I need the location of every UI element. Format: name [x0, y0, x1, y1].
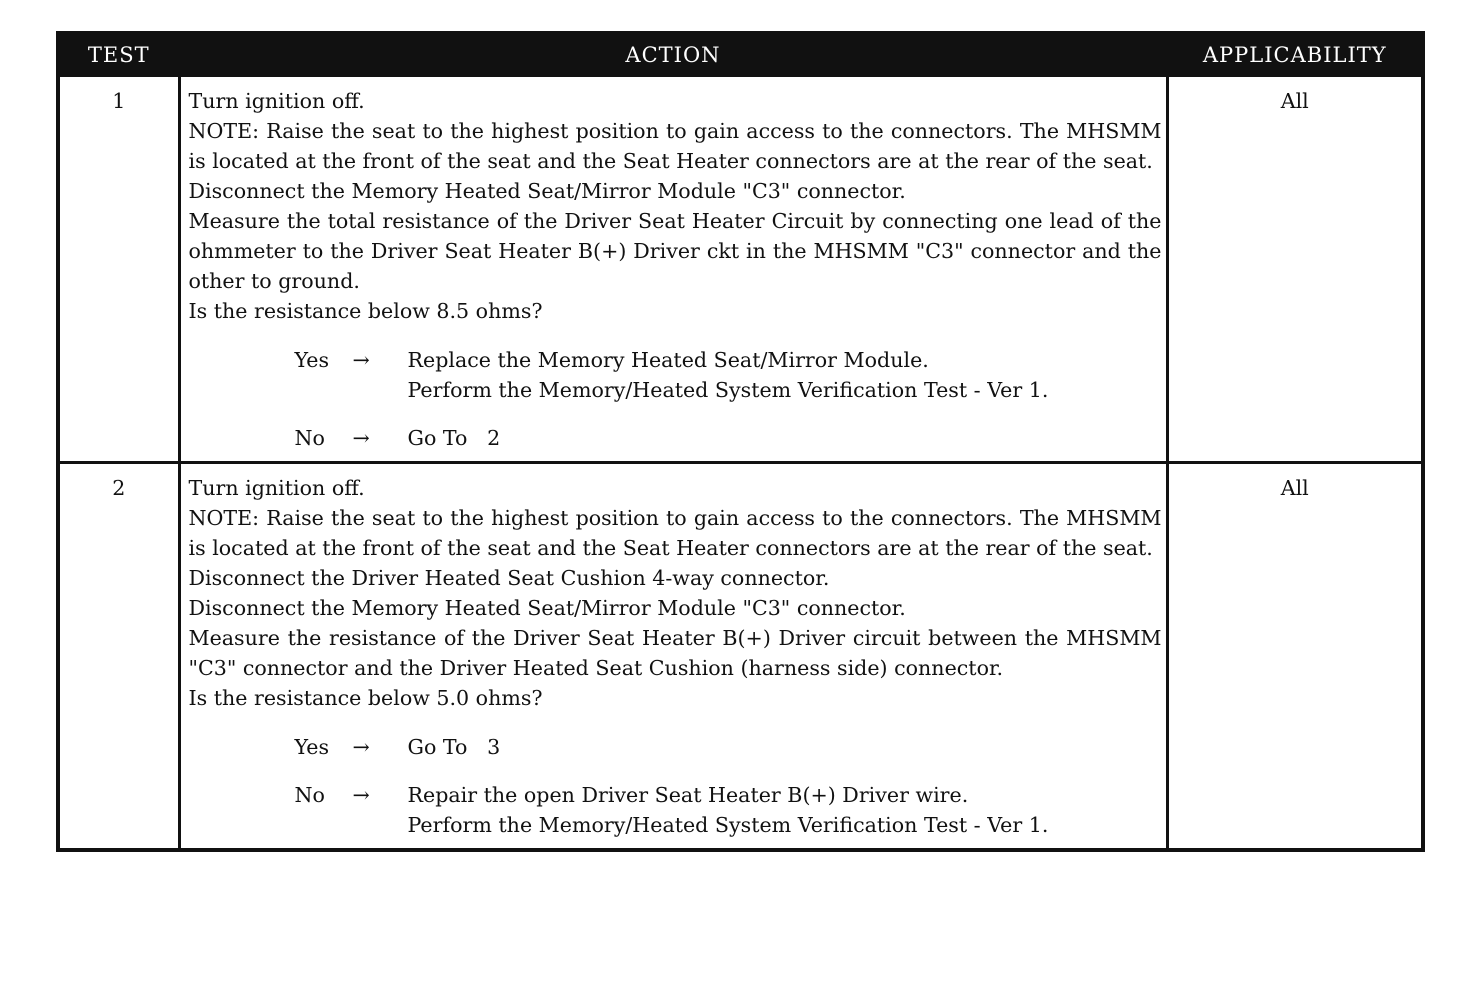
action-step: Disconnect the Memory Heated Seat/Mirror Module "C3" connector. — [188, 596, 906, 620]
action-cell — [179, 463, 1167, 851]
no-label: No — [294, 783, 325, 807]
action-step: Turn ignition off. — [188, 476, 365, 500]
table-row — [58, 76, 1423, 463]
result-action-line: Repair the open Driver Seat Heater B(+) Driver wire. — [407, 783, 969, 807]
right-arrow-icon: → — [352, 348, 370, 372]
right-arrow-icon: → — [352, 426, 370, 450]
yes-actions — [408, 732, 1162, 762]
diagnostic-test-table — [56, 31, 1425, 852]
header-test: TEST — [58, 33, 179, 76]
result-action-line: Go To 3 — [407, 735, 501, 759]
right-arrow-icon: → — [352, 735, 370, 759]
action-question: Is the resistance below 8.5 ohms? — [188, 299, 543, 323]
applicability-value: All — [1167, 463, 1423, 851]
yes-label: Yes — [294, 348, 330, 372]
no-result — [295, 423, 1162, 453]
header-action: ACTION — [179, 33, 1167, 76]
applicability-value: All — [1167, 76, 1423, 463]
table-row — [58, 463, 1423, 851]
result-action-line: Go To 2 — [407, 426, 501, 450]
result-action-line: Replace the Memory Heated Seat/Mirror Module. — [407, 348, 929, 372]
action-note: NOTE: Raise the seat to the highest position to gain access to the connectors. The MHSMM is located at the front of the seat and the Seat Heater connectors are at the rear of the seat. — [188, 506, 1162, 560]
no-actions — [408, 423, 1162, 453]
yes-label: Yes — [294, 735, 330, 759]
action-cell — [179, 76, 1167, 463]
yes-result — [295, 345, 1162, 405]
header-applicability: APPLICABILITY — [1167, 33, 1423, 76]
action-step: Disconnect the Driver Heated Seat Cushion 4-way connector. — [188, 566, 830, 590]
test-number: 1 — [58, 76, 179, 463]
action-step: Measure the resistance of the Driver Seat Heater B(+) Driver circuit between the MHSMM "C3" connector and the Driver Heated Seat Cushion (harness side) connector. — [188, 626, 1162, 680]
action-note: NOTE: Raise the seat to the highest position to gain access to the connectors. The MHSMM is located at the front of the seat and the Seat Heater connectors are at the rear of the seat. — [188, 119, 1162, 173]
result-action-line: Perform the Memory/Heated System Verification Test - Ver 1. — [407, 813, 1049, 837]
action-step: Measure the total resistance of the Driver Seat Heater Circuit by connecting one lead of the ohmmeter to the Driver Seat Heater B(+) Driver ckt in the MHSMM "C3" connector and the other to ground. — [188, 209, 1162, 293]
table-header-row — [58, 33, 1423, 76]
no-actions — [408, 780, 1162, 840]
action-step: Disconnect the Memory Heated Seat/Mirror Module "C3" connector. — [188, 179, 906, 203]
action-step: Turn ignition off. — [188, 89, 365, 113]
result-action-line: Perform the Memory/Heated System Verification Test - Ver 1. — [407, 378, 1049, 402]
no-result — [295, 780, 1162, 840]
test-number: 2 — [58, 463, 179, 851]
yes-result — [295, 732, 1162, 762]
no-label: No — [294, 426, 325, 450]
right-arrow-icon: → — [352, 783, 370, 807]
action-question: Is the resistance below 5.0 ohms? — [188, 686, 543, 710]
yes-actions — [408, 345, 1162, 405]
